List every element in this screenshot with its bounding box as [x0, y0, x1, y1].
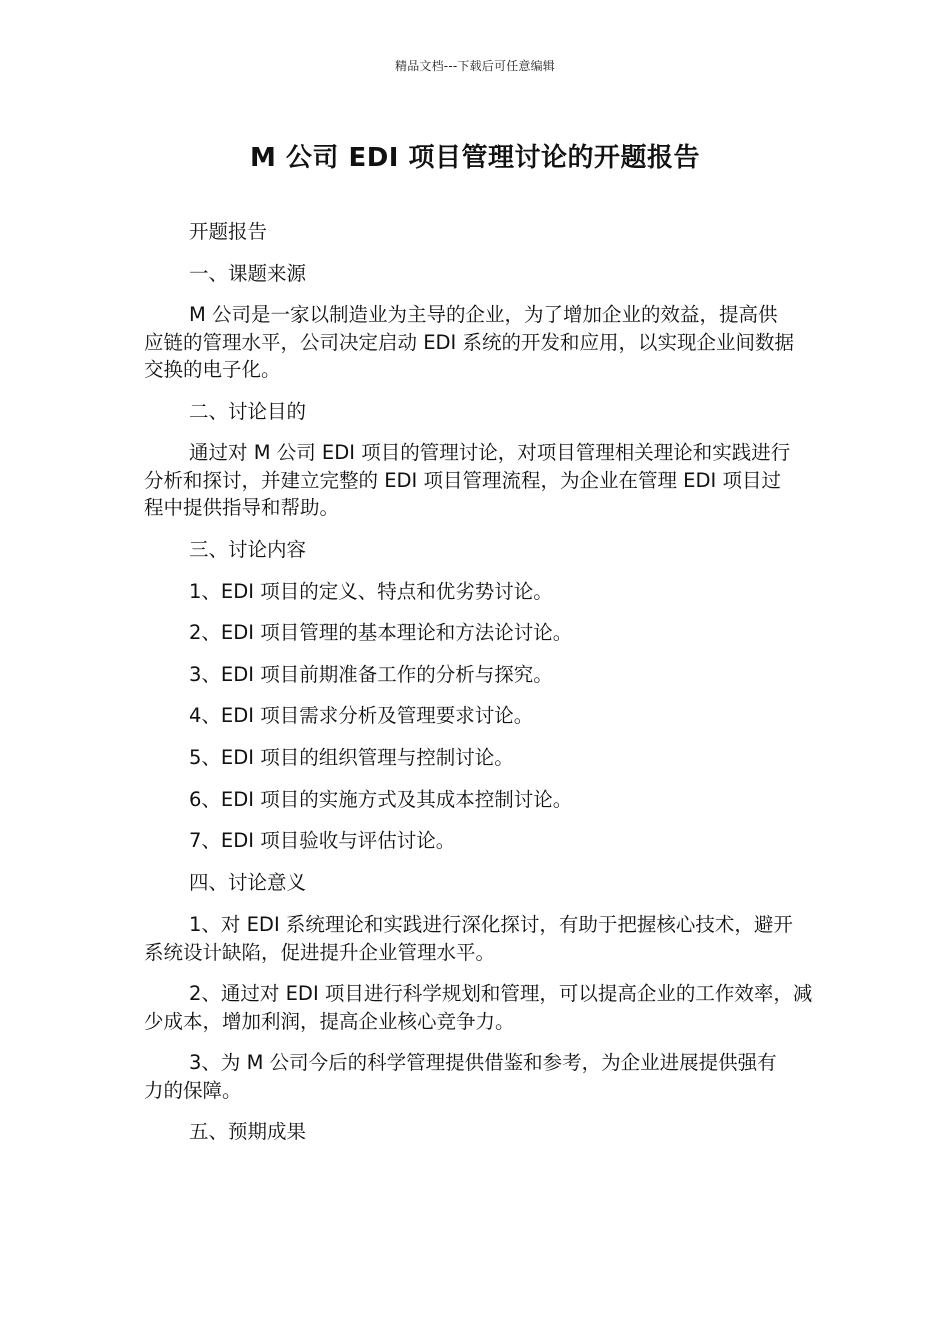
list-item: 4、EDI 项目需求分析及管理要求讨论。 [189, 704, 534, 727]
section-heading-significance: 四、讨论意义 [189, 871, 307, 894]
section-heading-outcomes: 五、预期成果 [189, 1120, 307, 1143]
list-item: 3、EDI 项目前期准备工作的分析与探究。 [189, 663, 553, 686]
section-heading-source: 一、课题来源 [189, 262, 307, 285]
paragraph-purpose: 通过对 M 公司 EDI 项目的管理讨论，对项目管理相关理论和实践进行分析和探讨，并建立完整的 EDI 项目管理流程，为企业在管理 EDI 项目过程中提供指导和帮助。 [144, 441, 791, 519]
section-heading-purpose: 二、讨论目的 [189, 400, 307, 423]
paragraph-source: M 公司是一家以制造业为主导的企业，为了增加企业的效益，提高供应链的管理水平，公司决定启动 EDI 系统的开发和应用，以实现企业间数据交换的电子化。 [144, 303, 794, 381]
document-title: M 公司 EDI 项目管理讨论的开题报告 [249, 143, 701, 173]
significance-paragraph: 1、对 EDI 系统理论和实践进行深化探讨，有助于把握核心技术，避开系统设计缺陷，促进提升企业管理水平。 [144, 913, 793, 964]
list-item: 2、EDI 项目管理的基本理论和方法论讨论。 [189, 621, 573, 644]
list-item: 5、EDI 项目的组织管理与控制讨论。 [189, 746, 514, 769]
list-item: 7、EDI 项目验收与评估讨论。 [189, 829, 456, 852]
header-note: 精品文档---下载后可任意编辑 [395, 59, 555, 73]
significance-paragraph: 3、为 M 公司今后的科学管理提供借鉴和参考，为企业进展提供强有力的保障。 [144, 1051, 777, 1102]
report-label: 开题报告 [189, 220, 268, 243]
section-heading-content: 三、讨论内容 [189, 538, 307, 561]
list-item: 6、EDI 项目的实施方式及其成本控制讨论。 [189, 788, 573, 811]
list-item: 1、EDI 项目的定义、特点和优劣势讨论。 [189, 580, 553, 603]
significance-paragraph: 2、通过对 EDI 项目进行科学规划和管理，可以提高企业的工作效率，减少成本，增加利润，提高企业核心竞争力。 [144, 982, 813, 1033]
